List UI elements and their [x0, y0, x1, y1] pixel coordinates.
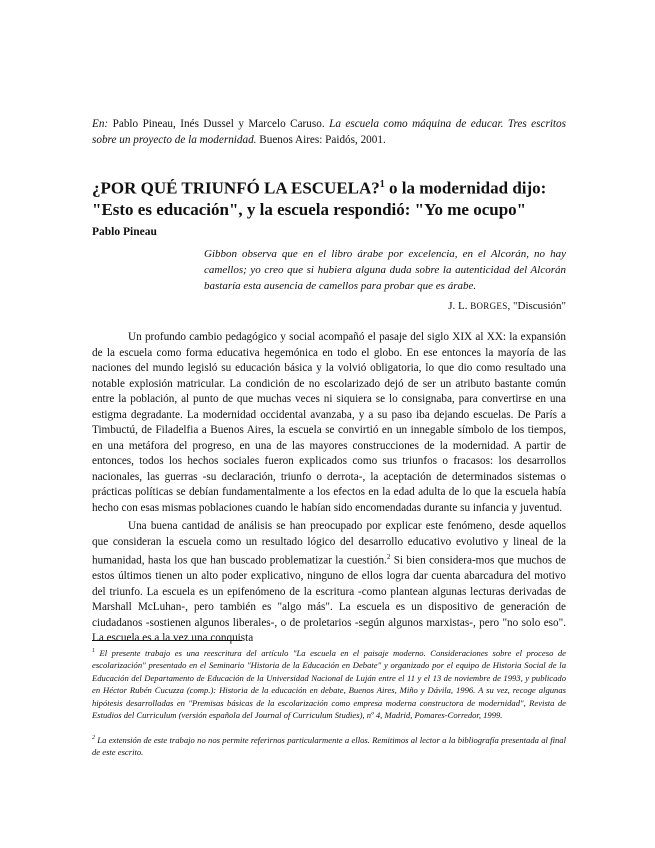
citation-book-title: La escuela como máquina de educar. Tres escritos sobre un proyecto de la modernidad. — [92, 118, 566, 146]
footnote-1-text: El presente trabajo es una reescritura del artículo "La escuela en el paisaje moderno. Consideraciones sobre el proceso de escolarización" presentado en el Seminario "Historia de la Educación en Debate" y organizado por el equipo de Historia Social de la Educación del Departamento de Educación de la Universidad Nacional de Luján entre el 11 y el 13 de noviembre de 1993, y publicado en Héctor Rubén Cucuzza (comp.): Historia de la educación en debate, Buenos Aires, Miño y Dávila, 1996. A su vez, recoge algunas hipótesis desarrolladas en "Premisas básicas de la escolarización como empresa moderna constructora de modernidad", Revista de Estudios del Curriculum (versión española del Journal of Curriculum Studies), nº 4, Madrid, Pomares-Corredor, 1999. — [92, 647, 566, 721]
footnote-ref-2[interactable]: 2 — [386, 553, 391, 561]
article-title — [92, 174, 572, 220]
epigraph-source-work: , "Discusión" — [507, 300, 566, 312]
article-author: Pablo Pineau — [92, 226, 157, 238]
footnote-1 — [92, 645, 566, 722]
epigraph-source — [448, 300, 566, 312]
paragraph-2-text-a: Una buena cantidad de análisis se han preocupado por explicar este fenómeno, desde aquellos que consideran la escuela como un resultado lógico del desarrollo educativo evolutivo y lineal de la humanidad, hasta los que han buscado problematizar la cuestión. — [92, 520, 566, 567]
epigraph-source-name: BORGES — [470, 301, 508, 311]
body-paragraph-1: Un profundo cambio pedagógico y social acompañó el pasaje del siglo XIX al XX: la expansión de la escuela como forma educativa hegemónica en todo el globo. En ese entonces la mayoría de las naciones del mundo legisló su educación básica y la volvió obligatoria, lo que dio como resultado una notable explosión matricular. La condición de no escolarizado dejó de ser un atributo bastante común entre la población, al punto de que muchas veces ni siquiera se lo consignaba, para convertirse en una estigma degradante. La modernidad occidental avanzaba, y a su paso iba dejando escuelas. De París a Timbuctú, de Filadelfia a Buenos Aires, la escuela se convirtió en un innegable símbolo de los tiempos, en una metáfora del progreso, en una de las mayores construcciones de la modernidad. A partir de entonces, todos los hechos sociales fueron explicados como sus triunfos o fracasos: los desarrollos nacionales, las guerras -su declaración, triunfo o derrota-, la aceptación de determinados sistemas o prácticas políticas se debían fundamentalmente a los efectos en la edad adulta de lo que la escuela había hecho con esas mismas poblaciones cuando le habían sido encomendadas durante su infancia y juventud. — [92, 331, 566, 514]
source-citation — [92, 116, 566, 148]
title-part-1: ¿POR QUÉ TRIUNFÓ LA ESCUELA? — [92, 178, 380, 198]
body-paragraph-2 — [92, 519, 566, 647]
paragraph-2-text-b: Si bien considera-mos que muchos de estos últimos tienen un alto poder explicativo, ninguno de ellos logra dar cuenta abarcadura del motivo del triunfo. La escuela es un epifenómeno de la escritura -como plantean algunas lecturas derivadas de Marshall McLuhan-, pero también es "algo más". La escuela es un dispositivo de generación de ciudadanos -sostienen algunos liberales-, o de proletarios -según algunos marxistas-, pero "no solo eso". La escuela es a la vez una conquista — [92, 554, 566, 645]
footnote-2-mark: 2 — [92, 735, 95, 741]
footnote-1-mark: 1 — [92, 648, 95, 654]
footnote-2-text: La extensión de este trabajo no nos permite referirnos particularmente a ellos. Remitimos al lector a la bibliografía presentada al final de este escrito. — [92, 734, 566, 758]
footnote-2 — [92, 732, 566, 759]
title-footnote-mark[interactable]: 1 — [379, 179, 385, 190]
citation-publisher: Buenos Aires: Paidós, 2001. — [256, 134, 386, 146]
footnote-divider — [92, 640, 242, 641]
epigraph-text: Gibbon observa que en el libro árabe por excelencia, en el Alcorán, no hay camellos; yo creo que si hubiera alguna duda sobre la autenticidad del Alcorán bastaría esta ausencia de camellos para probar que es árabe. — [204, 248, 566, 292]
epigraph-source-initials: J. L. — [448, 300, 471, 312]
citation-prefix: En: — [92, 118, 109, 130]
title-part-2: o la modernidad dijo: "Esto es educación", y la escuela respondió: "Yo me ocupo" — [92, 178, 547, 219]
citation-authors: Pablo Pineau, Inés Dussel y Marcelo Caruso. — [108, 118, 330, 130]
